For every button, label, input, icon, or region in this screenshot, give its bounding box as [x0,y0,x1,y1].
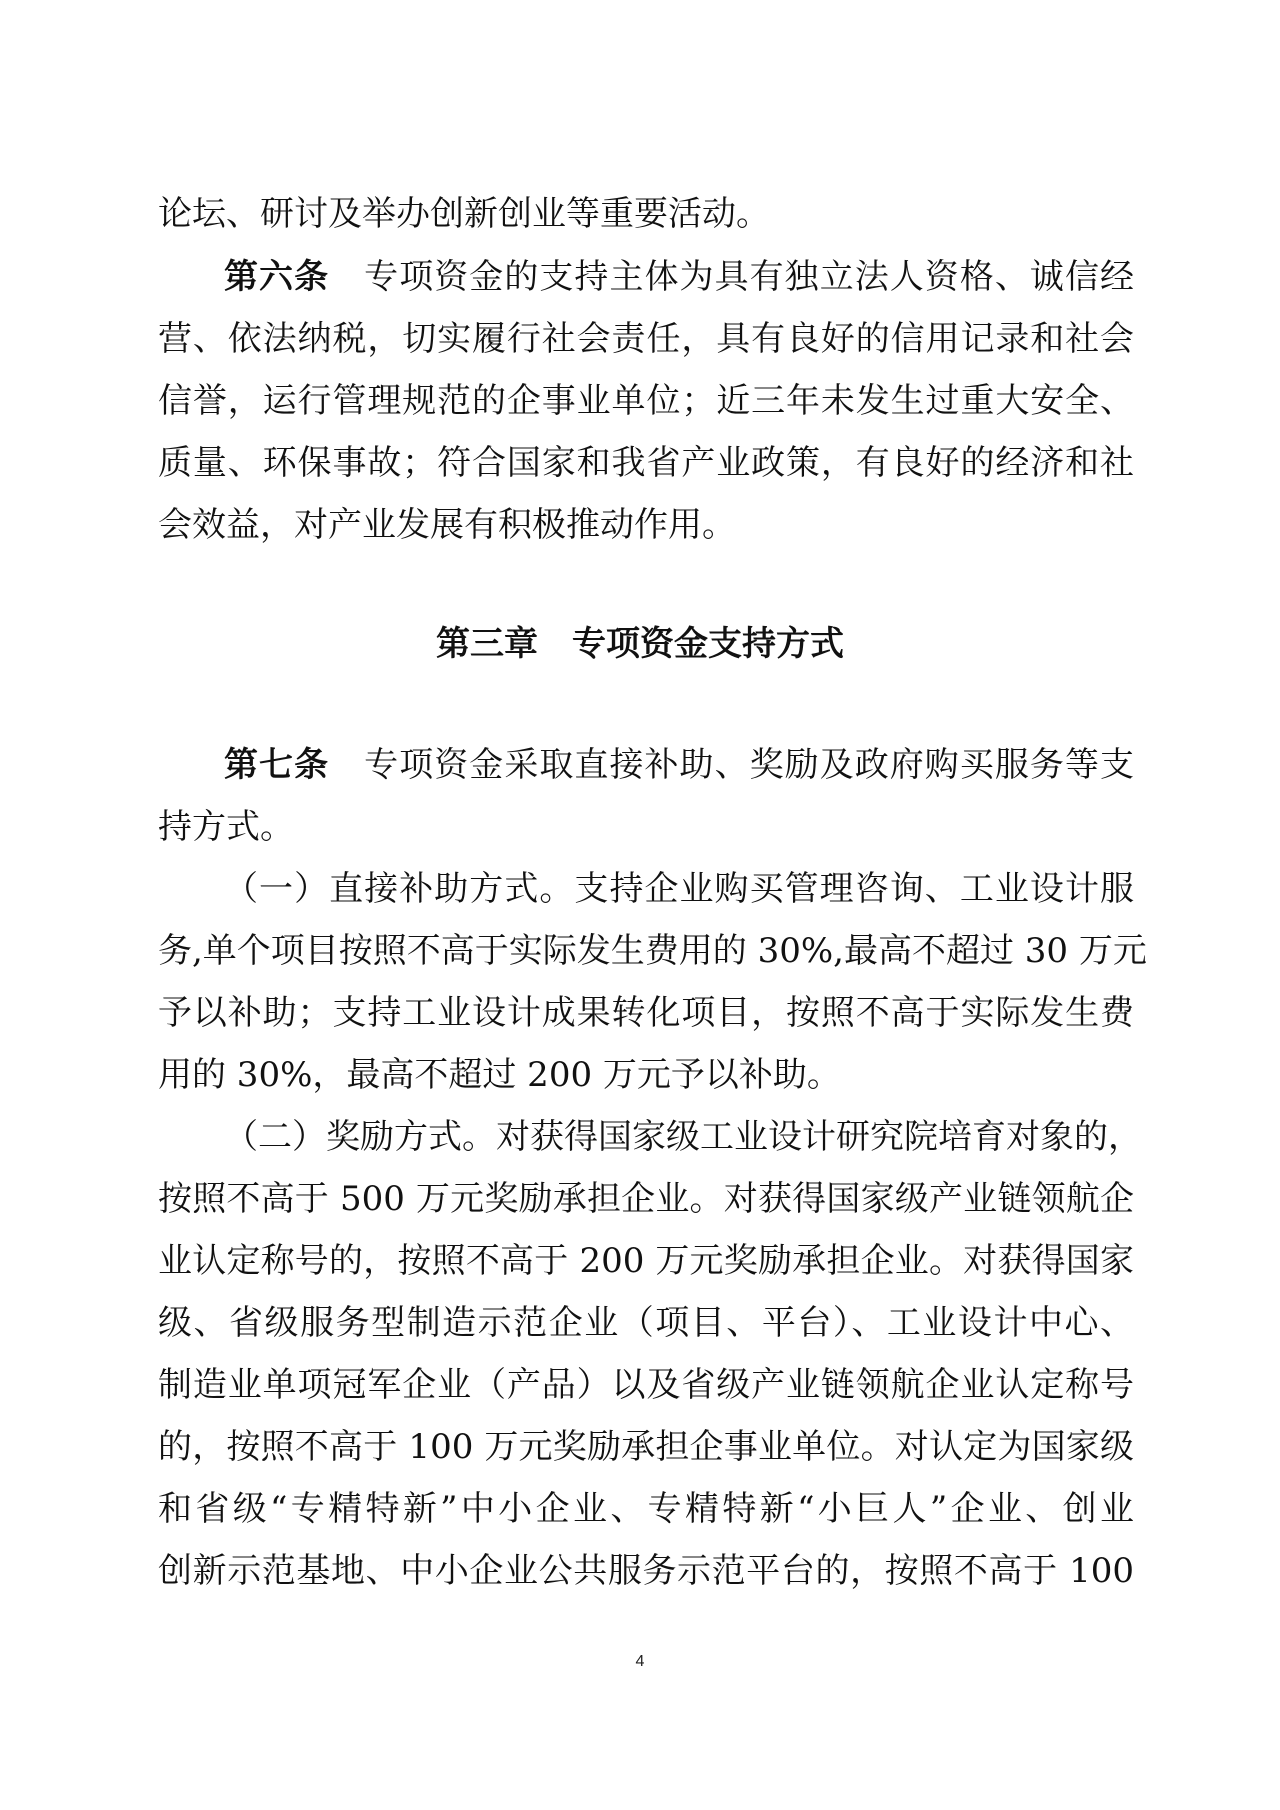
item-2-line: 制造业单项冠军企业（产品）以及省级产业链领航企业认定称号 [158,1365,1134,1405]
article-6-line: 信誉，运行管理规范的企事业单位；近三年未发生过重大安全、 [158,381,1134,421]
article-6-line1-text: 专项资金的支持主体为具有独立法人资格、诚信经 [364,257,1135,297]
item-2-line: 级、省级服务型制造示范企业（项目、平台）、工业设计中心、 [158,1303,1134,1343]
item-2-line: 业认定称号的，按照不高于 200 万元奖励承担企业。对获得国家 [158,1241,1134,1281]
article-7-first-line [224,740,1134,790]
page-number: 4 [635,1653,645,1670]
item-1-line: 予以补助；支持工业设计成果转化项目，按照不高于实际发生费 [158,993,1134,1033]
item-2-line: （二）奖励方式。对获得国家级工业设计研究院培育对象的， [224,1117,1142,1157]
article-7-spacer [329,745,364,785]
article-6-line: 会效益，对产业发展有积极推动作用。 [158,505,736,545]
item-2-line: 的，按照不高于 100 万元奖励承担企事业单位。对认定为国家级 [158,1427,1134,1467]
item-1-line: （一）直接补助方式。支持企业购买管理咨询、工业设计服 [224,869,1134,909]
item-2-line: 创新示范基地、中小企业公共服务示范平台的，按照不高于 100 [158,1551,1134,1591]
article-6-line: 质量、环保事故；符合国家和我省产业政策，有良好的经济和社 [158,443,1134,483]
article-6-line: 营、依法纳税，切实履行社会责任，具有良好的信用记录和社会 [158,319,1134,359]
item-1-line: 用的 30%，最高不超过 200 万元予以补助。 [158,1055,841,1095]
article-6-label: 第六条 [224,257,330,297]
item-1-line: 务,单个项目按照不高于实际发生费用的 30%,最高不超过 30 万元 [158,931,1147,971]
item-2-line: 和省级“专精特新”中小企业、专精特新“小巨人”企业、创业 [158,1489,1134,1529]
article-6-first-line [224,252,1134,302]
item-2-line: 按照不高于 500 万元奖励承担企业。对获得国家级产业链领航企 [158,1179,1134,1219]
article-7-label: 第七条 [224,745,330,785]
chapter-3-heading: 第三章 专项资金支持方式 [436,624,844,664]
article-7-line1-text: 专项资金采取直接补助、奖励及政府购买服务等支 [364,745,1135,785]
paragraph-line: 论坛、研讨及举办创新创业等重要活动。 [158,194,770,234]
article-6-spacer [329,257,364,297]
article-7-line: 持方式。 [158,807,294,847]
